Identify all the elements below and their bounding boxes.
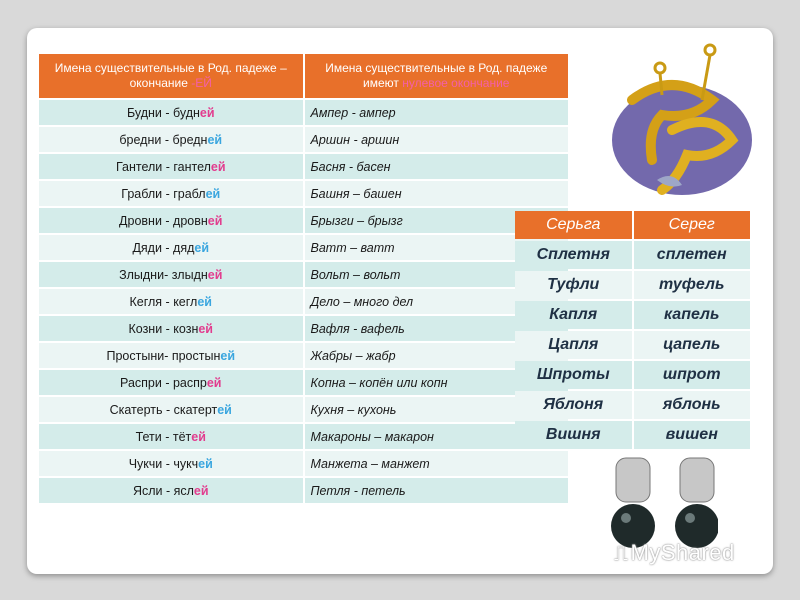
zero-ending-cell: Вольт – вольт: [305, 262, 569, 287]
plural-ending-ey-cell: [39, 181, 303, 206]
word-stem: Тети - тёт: [135, 429, 192, 444]
word-ending: ей: [206, 375, 222, 390]
singular-word-cell: Вишня: [515, 421, 632, 449]
table-row: [39, 127, 568, 152]
zero-ending-cell: Ампер - ампер: [305, 100, 569, 125]
table-row: [39, 478, 568, 503]
zero-ending-cell: Басня - басен: [305, 154, 569, 179]
right-table: [513, 209, 752, 451]
presentation-board-icon: ⎍: [614, 543, 629, 565]
word-ending: ей: [210, 159, 226, 174]
zero-ending-cell: Башня – башен: [305, 181, 569, 206]
main-table-header: [39, 54, 568, 98]
table-row: [515, 391, 750, 419]
table-row: [515, 331, 750, 359]
singular-word-cell: Яблоня: [515, 391, 632, 419]
word-ending: ей: [199, 105, 215, 120]
table-row: [39, 181, 568, 206]
genitive-plural-cell: туфель: [634, 271, 751, 299]
word-ending: ей: [198, 456, 213, 471]
singular-word-cell: Сплетня: [515, 241, 632, 269]
table-row: [39, 451, 568, 476]
word-ending: ей: [220, 348, 236, 363]
zero-ending-cell: Аршин - аршин: [305, 127, 569, 152]
table-row: [39, 397, 568, 422]
table-row: [515, 361, 750, 389]
table-row: [39, 343, 568, 368]
zero-ending-cell: Макароны – макарон: [305, 424, 569, 449]
zero-ending-cell: Жабры – жабр: [305, 343, 569, 368]
dolphin-earring-image: [592, 40, 752, 210]
main-table: [37, 52, 570, 505]
word-ending: ей: [193, 483, 209, 498]
word-ending: ей: [197, 294, 212, 309]
right-header-left: Серьга: [515, 211, 632, 239]
table-row: [39, 154, 568, 179]
plural-ending-ey-cell: [39, 154, 303, 179]
word-stem: Дяди - дяд: [132, 240, 195, 255]
genitive-plural-cell: яблонь: [634, 391, 751, 419]
plural-ending-ey-cell: [39, 100, 303, 125]
zero-ending-cell: Манжета – манжет: [305, 451, 569, 476]
watermark: [614, 540, 735, 566]
header-right-highlight: нулевое окончание: [402, 76, 510, 90]
right-table-header: [515, 211, 750, 239]
singular-word-cell: Цапля: [515, 331, 632, 359]
table-row: [39, 424, 568, 449]
word-ending: ей: [207, 267, 223, 282]
singular-word-cell: Капля: [515, 301, 632, 329]
plural-ending-ey-cell: [39, 478, 303, 503]
word-ending: ей: [217, 402, 232, 417]
word-stem: Козни - козн: [128, 321, 199, 336]
zero-ending-cell: Вафля - вафель: [305, 316, 569, 341]
word-ending: ей: [191, 429, 206, 444]
plural-ending-ey-cell: [39, 262, 303, 287]
header-left-highlight: -ЕЙ: [191, 76, 212, 90]
plural-ending-ey-cell: [39, 451, 303, 476]
table-row: [515, 421, 750, 449]
genitive-plural-cell: вишен: [634, 421, 751, 449]
word-stem: Ясли - ясл: [132, 483, 194, 498]
header-left: [39, 54, 303, 98]
table-row: [515, 271, 750, 299]
table-row: [39, 208, 568, 233]
word-stem: Скатерть - скатерт: [109, 402, 218, 417]
header-right-text: Имена существительные в Род. падеже имеют: [325, 61, 548, 90]
genitive-plural-cell: шпрот: [634, 361, 751, 389]
word-stem: Грабли - грабл: [121, 186, 206, 201]
genitive-plural-cell: цапель: [634, 331, 751, 359]
right-header-right: Серег: [634, 211, 751, 239]
word-stem: Распри - распр: [120, 375, 207, 390]
table-row: [39, 100, 568, 125]
genitive-plural-cell: капель: [634, 301, 751, 329]
table-row: [39, 235, 568, 260]
table-row: [39, 262, 568, 287]
word-ending: ей: [198, 321, 213, 336]
word-stem: Простыни- простын: [106, 348, 221, 363]
word-stem: Злыдни- злыдн: [119, 267, 208, 282]
word-ending: ей: [207, 132, 223, 147]
zero-ending-cell: Дело – много дел: [305, 289, 569, 314]
plural-ending-ey-cell: [39, 343, 303, 368]
plural-ending-ey-cell: [39, 424, 303, 449]
word-stem: Будни - будн: [126, 105, 200, 120]
singular-word-cell: Шпроты: [515, 361, 632, 389]
table-row: [39, 316, 568, 341]
zero-ending-cell: Копна – копён или копн: [305, 370, 569, 395]
watermark-text: MyShared: [630, 540, 735, 565]
singular-word-cell: Туфли: [515, 271, 632, 299]
word-ending: ей: [194, 240, 210, 255]
zero-ending-cell: Кухня – кухонь: [305, 397, 569, 422]
word-stem: Кегля - кегл: [129, 294, 198, 309]
header-left-text: Имена существительные в Род. падеже – окончание: [54, 61, 287, 90]
word-stem: Гантели - гантел: [115, 159, 211, 174]
plural-ending-ey-cell: [39, 289, 303, 314]
word-ending: ей: [207, 213, 223, 228]
zero-ending-cell: Ватт – ватт: [305, 235, 569, 260]
plural-ending-ey-cell: [39, 127, 303, 152]
word-stem: Чукчи - чукч: [128, 456, 199, 471]
plural-ending-ey-cell: [39, 316, 303, 341]
table-row: [39, 370, 568, 395]
zero-ending-cell: Петля - петель: [305, 478, 569, 503]
table-row: [515, 301, 750, 329]
word-stem: Дровни - дровн: [119, 213, 208, 228]
genitive-plural-cell: сплетен: [634, 241, 751, 269]
zero-ending-cell: Брызги – брызг: [305, 208, 569, 233]
header-right: [305, 54, 569, 98]
word-ending: ей: [205, 186, 221, 201]
plural-ending-ey-cell: [39, 208, 303, 233]
plural-ending-ey-cell: [39, 370, 303, 395]
table-row: [39, 289, 568, 314]
plural-ending-ey-cell: [39, 235, 303, 260]
table-row: [515, 241, 750, 269]
word-stem: бредни - бредн: [119, 132, 208, 147]
plural-ending-ey-cell: [39, 397, 303, 422]
